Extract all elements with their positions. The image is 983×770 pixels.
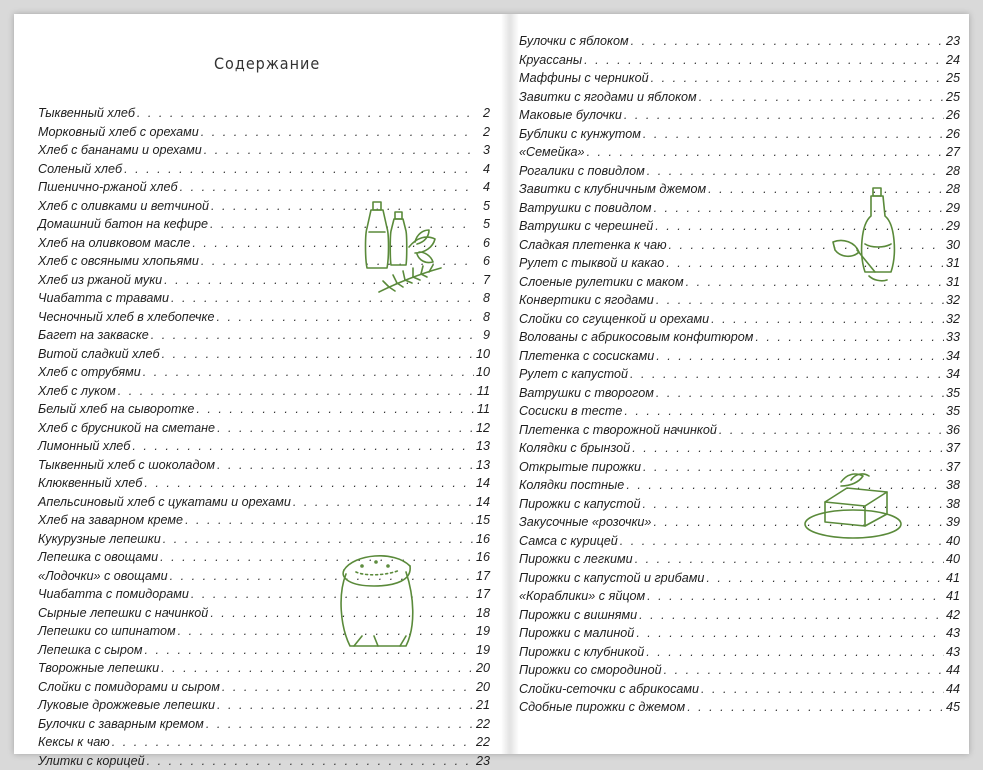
toc-entry-page: 5 [476,215,490,234]
toc-leader-dots [701,680,944,699]
toc-entry [38,659,490,678]
toc-leader-dots [151,326,474,345]
toc-leader-dots [755,328,944,347]
toc-entry-title: Морковный хлеб с орехами [38,123,199,142]
toc-entry [519,569,960,588]
toc-entry [38,345,490,364]
toc-entry-page: 19 [476,641,490,660]
toc-entry [38,493,490,512]
toc-entry-page: 33 [946,328,960,347]
toc-leader-dots [204,141,474,160]
toc-entry [38,511,490,530]
toc-entry-page: 23 [946,32,960,51]
toc-entry-page: 41 [946,587,960,606]
toc-entry-page: 29 [946,217,960,236]
toc-entry-title: Хлеб на оливковом масле [38,234,190,253]
toc-entry-page: 35 [946,402,960,421]
toc-entry-title: Пирожки с капустой и грибами [519,569,704,588]
toc-entry-page: 42 [946,606,960,625]
toc-leader-dots [201,123,474,142]
toc-entry-page: 25 [946,88,960,107]
toc-entry-title: Самса с курицей [519,532,618,551]
toc-leader-dots [651,69,944,88]
toc-entry-page: 38 [946,495,960,514]
toc-entry-page: 28 [946,162,960,181]
toc-entry-title: Хлеб из ржаной муки [38,271,162,290]
toc-entry-page: 45 [946,698,960,717]
toc-entry [519,624,960,643]
toc-entry-title: Лепешки со шпинатом [38,622,176,641]
toc-entry [38,400,490,419]
toc-entry-page: 7 [476,271,490,290]
toc-entry-page: 11 [476,400,490,419]
toc-leader-dots [624,106,944,125]
toc-entry-title: Рулет с тыквой и какао [519,254,664,273]
toc-entry-page: 35 [946,384,960,403]
toc-entry-page: 44 [946,661,960,680]
toc-leader-dots [216,308,474,327]
toc-entry-page: 16 [476,548,490,567]
toc-entry-page: 24 [946,51,960,70]
toc-entry-title: Слойки со сгущенкой и орехами [519,310,709,329]
toc-leader-dots [664,661,944,680]
toc-entry-page: 29 [946,199,960,218]
toc-entry-page: 30 [946,236,960,255]
toc-entry-page: 4 [476,178,490,197]
toc-entry-title: Сладкая плетенка к чаю [519,236,667,255]
toc-entry-page: 27 [946,143,960,162]
toc-entry-page: 38 [946,476,960,495]
toc-entry-title: Плетенка с творожной начинкой [519,421,717,440]
toc-entry-title: Тыквенный хлеб с шоколадом [38,456,215,475]
toc-entry-page: 19 [476,622,490,641]
toc-leader-dots [656,384,944,403]
toc-entry-page: 20 [476,678,490,697]
toc-entry-page: 23 [476,752,490,770]
toc-entry-title: Слоеные рулетики с маком [519,273,684,292]
toc-entry-page: 22 [476,733,490,752]
toc-entry-page: 39 [946,513,960,532]
toc-entry-page: 14 [476,493,490,512]
toc-entry [38,123,490,142]
toc-entry [38,474,490,493]
toc-entry-page: 2 [476,104,490,123]
toc-entry [38,696,490,715]
toc-leader-dots [719,421,944,440]
toc-entry-page: 15 [476,511,490,530]
toc-entry-page: 20 [476,659,490,678]
toc-entry-title: Сдобные пирожки с джемом [519,698,685,717]
toc-leader-dots [293,493,474,512]
toc-entry-title: Чиабатта с помидорами [38,585,189,604]
toc-entry-title: Рулет с капустой [519,365,628,384]
toc-leader-dots [643,125,944,144]
toc-leader-dots [630,365,944,384]
toc-entry-page: 8 [476,308,490,327]
toc-entry-title: Завитки с ягодами и яблоком [519,88,697,107]
toc-entry [519,365,960,384]
toc-entry-title: Лимонный хлеб [38,437,130,456]
toc-entry [519,606,960,625]
toc-entry-title: Сырные лепешки с начинкой [38,604,208,623]
toc-entry [519,402,960,421]
toc-entry-title: Ватрушки с черешней [519,217,653,236]
book-spread [14,14,969,754]
toc-entry-title: Пшенично-ржаной хлеб [38,178,178,197]
toc-entry [519,125,960,144]
toc-entry [38,733,490,752]
toc-entry [519,643,960,662]
toc-leader-dots [584,51,944,70]
toc-leader-dots [647,587,944,606]
toc-leader-dots [711,310,944,329]
toc-entry [38,363,490,382]
toc-entry-title: Пирожки со смородиной [519,661,662,680]
toc-leader-dots [624,402,944,421]
toc-entry-title: Круассаны [519,51,582,70]
toc-entry-title: Хлеб с луком [38,382,116,401]
toc-list-right [519,32,960,717]
toc-entry [38,104,490,123]
toc-entry-page: 9 [476,326,490,345]
toc-entry-page: 10 [476,345,490,364]
toc-entry-page: 34 [946,365,960,384]
toc-entry-page: 31 [946,273,960,292]
toc-entry-page: 21 [476,696,490,715]
toc-entry [519,587,960,606]
toc-leader-dots [217,419,474,438]
toc-entry-title: Хлеб на заварном креме [38,511,183,530]
toc-entry [38,752,490,770]
toc-entry [38,437,490,456]
toc-entry-page: 6 [476,252,490,271]
toc-entry [38,382,490,401]
toc-entry-page: 17 [476,567,490,586]
toc-entry [519,550,960,569]
toc-entry-page: 41 [946,569,960,588]
toc-entry-title: «Лодочки» с овощами [38,567,168,586]
toc-entry-page: 2 [476,123,490,142]
toc-leader-dots [217,456,474,475]
book-gutter [501,14,519,754]
toc-entry-title: Улитки с корицей [38,752,145,770]
toc-leader-dots [687,698,944,717]
toc-entry-page: 40 [946,550,960,569]
toc-entry [519,32,960,51]
toc-leader-dots [647,162,944,181]
toc-leader-dots [112,733,474,752]
toc-entry [38,326,490,345]
toc-entry-page: 4 [476,160,490,179]
toc-leader-dots [144,474,474,493]
toc-entry-page: 18 [476,604,490,623]
toc-entry-title: Пирожки с малиной [519,624,634,643]
toc-entry-page: 36 [946,421,960,440]
toc-entry [519,328,960,347]
toc-entry-title: Хлеб с брусникой на сметане [38,419,215,438]
oil-bottle-scoop-icon [829,184,909,294]
toc-entry-page: 11 [476,382,490,401]
page-title: Содержание [214,54,320,73]
toc-entry-page: 43 [946,624,960,643]
toc-entry-title: Луковые дрожжевые лепешки [38,696,215,715]
left-page [14,14,501,754]
toc-entry-page: 10 [476,363,490,382]
toc-leader-dots [161,659,474,678]
toc-entry-title: Колядки постные [519,476,624,495]
toc-leader-dots [206,715,474,734]
toc-entry-title: Соленый хлеб [38,160,122,179]
toc-entry-title: Конвертики с ягодами [519,291,654,310]
toc-entry [519,347,960,366]
toc-leader-dots [162,345,474,364]
toc-entry [38,678,490,697]
toc-entry-title: Бублики с кунжутом [519,125,641,144]
toc-entry-page: 8 [476,289,490,308]
toc-leader-dots [118,382,474,401]
toc-leader-dots [706,569,944,588]
toc-entry-page: 3 [476,141,490,160]
toc-entry-page: 37 [946,458,960,477]
toc-entry-title: Творожные лепешки [38,659,159,678]
toc-entry-title: Клюквенный хлеб [38,474,142,493]
toc-entry-title: Завитки с клубничным джемом [519,180,706,199]
toc-entry [519,162,960,181]
toc-leader-dots [147,752,474,770]
toc-entry-title: «Кораблики» с яйцом [519,587,645,606]
toc-entry-title: Багет на закваске [38,326,149,345]
toc-entry [519,143,960,162]
toc-entry-title: Открытые пирожки [519,458,641,477]
toc-entry-title: Домашний батон на кефире [38,215,208,234]
toc-leader-dots [631,32,944,51]
toc-entry-page: 25 [946,69,960,88]
oil-bottles-herbs-icon [349,192,464,307]
toc-entry-title: Кукурузные лепешки [38,530,161,549]
toc-entry-title: Хлеб с овсяными хлопьями [38,252,199,271]
toc-entry-title: Чиабатта с травами [38,289,169,308]
toc-entry [519,439,960,458]
toc-entry [519,698,960,717]
toc-entry-title: Лепешка с сыром [38,641,142,660]
butter-dish-icon [801,462,905,544]
toc-entry-title: Булочки с заварным кремом [38,715,204,734]
toc-leader-dots [222,678,474,697]
toc-entry [519,106,960,125]
toc-leader-dots [124,160,474,179]
toc-entry-title: Хлеб с бананами и орехами [38,141,202,160]
toc-entry-page: 32 [946,291,960,310]
toc-entry-title: Колядки с брынзой [519,439,630,458]
toc-entry [519,661,960,680]
toc-entry-title: Витой сладкий хлеб [38,345,160,364]
toc-entry-page: 26 [946,125,960,144]
toc-entry-title: «Семейка» [519,143,585,162]
toc-entry-title: Маковые булочки [519,106,622,125]
toc-entry-title: Хлеб с отрубями [38,363,141,382]
toc-leader-dots [646,643,944,662]
toc-entry-page: 6 [476,234,490,253]
toc-entry-page: 13 [476,456,490,475]
toc-entry-page: 26 [946,106,960,125]
toc-entry [38,308,490,327]
toc-entry-title: Лепешка с овощами [38,548,158,567]
toc-leader-dots [143,363,474,382]
toc-entry [519,421,960,440]
toc-leader-dots [587,143,944,162]
toc-leader-dots [185,511,474,530]
toc-entry-page: 16 [476,530,490,549]
toc-entry-page: 22 [476,715,490,734]
toc-entry-title: Пирожки с клубникой [519,643,644,662]
toc-entry-title: Кексы к чаю [38,733,110,752]
toc-leader-dots [132,437,474,456]
toc-entry [519,384,960,403]
toc-entry-title: Ватрушки с повидлом [519,199,652,218]
toc-leader-dots [656,347,944,366]
toc-leader-dots [196,400,474,419]
toc-entry [519,680,960,699]
toc-entry-title: Слойки с помидорами и сыром [38,678,220,697]
toc-leader-dots [699,88,944,107]
toc-entry-page: 44 [946,680,960,699]
toc-entry-page: 40 [946,532,960,551]
toc-entry [38,160,490,179]
toc-entry-page: 17 [476,585,490,604]
toc-entry-page: 37 [946,439,960,458]
toc-entry-page: 31 [946,254,960,273]
toc-entry-page: 12 [476,419,490,438]
toc-entry-title: Апельсиновый хлеб с цукатами и орехами [38,493,291,512]
toc-entry-title: Булочки с яблоком [519,32,629,51]
toc-leader-dots [137,104,474,123]
toc-entry [38,715,490,734]
toc-entry-title: Слойки-сеточки с абрикосами [519,680,699,699]
right-page [519,14,969,754]
toc-entry-page: 43 [946,643,960,662]
toc-entry [38,419,490,438]
toc-entry [38,141,490,160]
toc-leader-dots [217,696,474,715]
toc-entry-page: 28 [946,180,960,199]
toc-entry-title: Хлеб с оливками и ветчиной [38,197,209,216]
toc-entry-title: Пирожки с вишнями [519,606,637,625]
toc-entry-page: 34 [946,347,960,366]
toc-entry [38,456,490,475]
toc-entry-page: 14 [476,474,490,493]
toc-entry-title: Волованы с абрикосовым конфитюром [519,328,753,347]
toc-leader-dots [632,439,944,458]
toc-entry-title: Плетенка с сосисками [519,347,654,366]
toc-entry [519,69,960,88]
toc-entry-title: Закусочные «розочки» [519,513,651,532]
toc-entry-title: Сосиски в тесте [519,402,622,421]
toc-leader-dots [636,624,944,643]
toc-entry [519,51,960,70]
toc-entry-page: 32 [946,310,960,329]
toc-entry-title: Белый хлеб на сыворотке [38,400,194,419]
toc-entry [519,310,960,329]
toc-entry-page: 13 [476,437,490,456]
toc-entry-title: Пирожки с капустой [519,495,640,514]
toc-entry-title: Чесночный хлеб в хлебопечке [38,308,214,327]
toc-entry-page: 5 [476,197,490,216]
toc-entry-title: Тыквенный хлеб [38,104,135,123]
toc-entry-title: Маффины с черникой [519,69,649,88]
toc-leader-dots [635,550,944,569]
toc-entry-title: Пирожки с легкими [519,550,633,569]
flour-sack-icon [326,542,436,654]
toc-leader-dots [639,606,944,625]
toc-entry-title: Ватрушки с творогом [519,384,654,403]
toc-entry [519,88,960,107]
toc-entry-title: Рогалики с повидлом [519,162,645,181]
